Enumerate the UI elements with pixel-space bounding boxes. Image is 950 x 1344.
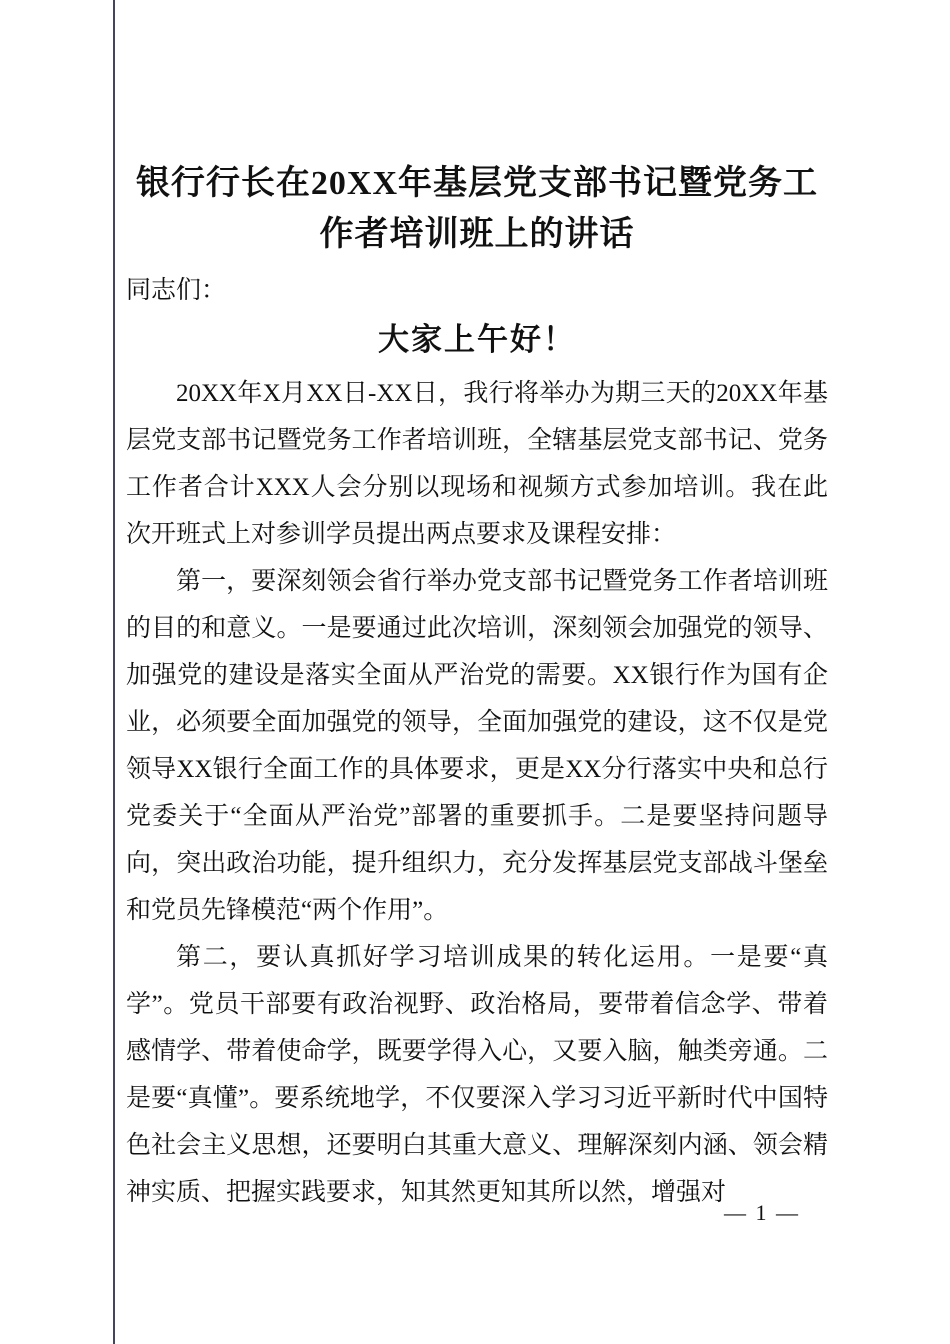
- greeting-line: 大家上午好！: [378, 322, 576, 357]
- document-title: 银行行长在20XX年基层党支部书记暨党务工作者培训班上的讲话: [135, 165, 819, 253]
- page-left-border: [113, 0, 115, 1344]
- paragraph-point-one: 第一，要深刻领会省行举办党支部书记暨党务工作者培训班的目的和意义。一是要通过此次培训，深刻领会加强党的领导、加强党的建设是落实全面从严治党的需要。XX银行作为国有企业，必须要全面加强党的领导，全面加强党的建设，这不仅是党领导XX银行全面工作的具体要求，更是XX分行落实中央和总行党委关于“全面从严治党”部署的重要抓手。二是要坚持问题导向，突出政治功能，提升组织力，充分发挥基层党支部战斗堡垒和党员先锋模范“两个作用”。: [126, 568, 828, 924]
- page-number: — 1 —: [724, 1200, 800, 1225]
- paragraph-intro: 20XX年X月XX日-XX日，我行将举办为期三天的20XX年基层党支部书记暨党务工作者培训班，全辖基层党支部书记、党务工作者合计XXX人会分别以现场和视频方式参加培训。我在此次开班式上对参训学员提出两点要求及课程安排：: [126, 380, 828, 548]
- document-body: [126, 158, 828, 1216]
- paragraph-point-two: 第二，要认真抓好学习培训成果的转化运用。一是要“真学”。党员干部要有政治视野、政治格局，要带着信念学、带着感情学、带着使命学，既要学得入心，又要入脑，触类旁通。二是要“真懂”。要系统地学，不仅要深入学习习近平新时代中国特色社会主义思想，还要明白其重大意义、理解深刻内涵、领会精神实质、把握实践要求，知其然更知其所以然，增强对: [126, 944, 828, 1206]
- salutation: 同志们：: [126, 277, 227, 304]
